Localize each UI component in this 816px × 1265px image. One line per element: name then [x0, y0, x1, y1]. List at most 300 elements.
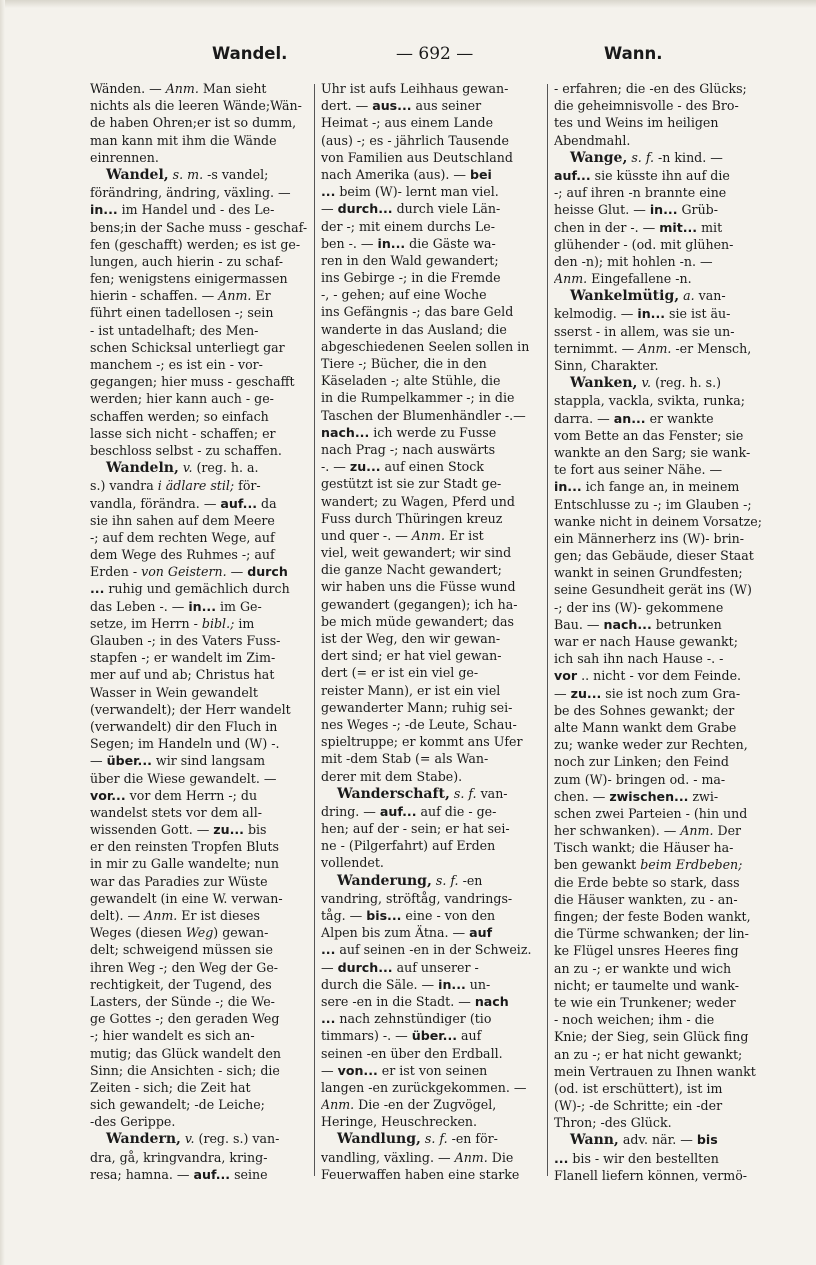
- text-line: [554, 960, 772, 977]
- scan-left-edge: [0, 0, 5, 1265]
- line-text: Entschlusse zu -; im Glauben -;: [554, 496, 752, 512]
- line-text: ben gewankt: [554, 857, 641, 873]
- scan-top-edge: [0, 0, 816, 8]
- line-text: ich werde zu Fusse: [369, 424, 497, 440]
- text-line: [90, 1010, 308, 1027]
- text-line: [321, 837, 541, 854]
- text-line: [554, 496, 772, 513]
- italic-note: Anm.: [321, 1097, 355, 1113]
- text-line: [321, 355, 541, 372]
- text-line: [90, 442, 308, 459]
- text-line: [321, 1045, 541, 1062]
- text-line: [554, 253, 772, 270]
- entry-headword: Wandel,: [106, 166, 169, 183]
- line-text: dert sind; er hat viel gewan-: [321, 648, 502, 664]
- line-text: —: [321, 201, 338, 217]
- text-line: [321, 235, 541, 252]
- text-line: [554, 581, 772, 598]
- line-text: schaffen werden; so einfach: [90, 408, 269, 424]
- line-text: den -n); mit hohlen -n. —: [554, 253, 713, 269]
- line-text: führt einen tadellosen -; sein: [90, 305, 274, 321]
- text-line: [321, 338, 541, 355]
- line-text: wanderte in das Ausland; die: [321, 321, 507, 337]
- sub-keyword: bei: [469, 166, 492, 182]
- text-line: [321, 510, 541, 527]
- line-text: Abendmahl.: [554, 132, 631, 148]
- text-line: [321, 114, 541, 131]
- line-text: resa; hamna. —: [90, 1166, 194, 1182]
- sub-keyword: durch: [247, 564, 288, 580]
- text-line: [90, 1062, 308, 1079]
- line-text: lungen, auch hierin - zu schaf-: [90, 253, 284, 269]
- line-text: ruhig und gemächlich durch: [104, 581, 290, 597]
- text-line: [321, 785, 541, 803]
- line-text: er den reinsten Tropfen Bluts: [90, 839, 280, 855]
- text-line: [321, 647, 541, 664]
- line-text: die Gäste wa-: [405, 235, 496, 251]
- text-line: [90, 580, 308, 597]
- text-line: [90, 666, 308, 683]
- line-text: auf seinen -en in der Schweiz.: [335, 942, 532, 958]
- line-text: Flanell liefern können, vermö-: [554, 1167, 748, 1183]
- line-text: heisse Glut. —: [554, 202, 650, 218]
- line-text: bis: [243, 822, 267, 838]
- line-text: —: [321, 959, 338, 975]
- italic-note: beim Erdbeben;: [640, 857, 743, 873]
- text-line: [321, 768, 541, 785]
- text-line: [554, 530, 772, 547]
- sub-keyword: ...: [554, 1150, 569, 1166]
- line-text: gestützt ist sie zur Stadt ge-: [321, 476, 502, 492]
- text-line: [90, 873, 308, 890]
- line-text: -des Gerippe.: [90, 1114, 176, 1130]
- italic-note: Anm.: [454, 1149, 488, 1165]
- line-text: stapfen -; er wandelt im Zim-: [90, 650, 276, 666]
- italic-note: s. f.: [424, 1131, 448, 1147]
- text-line: [90, 495, 308, 512]
- line-text: (reg. h. s.): [651, 375, 722, 391]
- line-text: —: [90, 753, 107, 769]
- text-line: [321, 80, 541, 97]
- text-line: [554, 736, 772, 753]
- text-line: [321, 1130, 541, 1148]
- line-text: bis - wir den bestellten: [568, 1150, 719, 1166]
- line-text: Fuss durch Thüringen kreuz: [321, 510, 503, 526]
- text-line: [321, 890, 541, 907]
- text-line: [90, 166, 308, 184]
- line-text: Taschen der Blumenhändler -.—: [321, 407, 526, 423]
- line-text: derer mit dem Stabe).: [321, 768, 463, 784]
- line-text: beschloss selbst - zu schaffen.: [90, 442, 282, 458]
- line-text: sie ist noch zum Gra-: [601, 685, 741, 701]
- line-text: an zu -; er hat nicht gewankt;: [554, 1046, 743, 1062]
- line-text: - ist untadelhaft; des Men-: [90, 322, 259, 338]
- text-line: [554, 340, 772, 357]
- line-text: die geheimnisvolle - des Bro-: [554, 98, 739, 114]
- line-text: -en för-: [447, 1131, 498, 1147]
- column-1: [90, 80, 308, 1183]
- text-line: [321, 1079, 541, 1096]
- line-text: mer auf und ab; Christus hat: [90, 667, 275, 683]
- line-text: die ganze Nacht gewandert;: [321, 562, 502, 578]
- line-text: zwi-: [688, 788, 719, 804]
- line-text: schen zwei Parteien - (hin und: [554, 805, 748, 821]
- text-line: [90, 114, 308, 131]
- italic-note: v.: [182, 460, 193, 476]
- line-text: auf unserer -: [392, 959, 479, 975]
- text-line: [90, 1130, 308, 1148]
- sub-keyword: in...: [554, 479, 582, 495]
- line-text: nichts als die leeren Wände;Wän-: [90, 98, 302, 114]
- line-text: (aus) -; es - jährlich Tausende: [321, 132, 509, 148]
- line-text: glühender - (od. mit glühen-: [554, 236, 734, 252]
- line-text: dert (= er ist ein viel ge-: [321, 665, 479, 681]
- line-text: durch die Säle. —: [321, 976, 439, 992]
- italic-note: Anm.: [680, 823, 714, 839]
- line-text: reister Mann), er ist ein viel: [321, 682, 501, 698]
- text-line: [90, 1113, 308, 1130]
- line-text: de haben Ohren;er ist so dumm,: [90, 115, 297, 131]
- line-text: mein Vertrauen zu Ihnen wankt: [554, 1063, 756, 1079]
- text-line: [90, 924, 308, 941]
- line-text: Sinn, Charakter.: [554, 358, 659, 373]
- text-line: [554, 167, 772, 184]
- text-line: [554, 667, 772, 684]
- line-text: war das Paradies zur Wüste: [90, 873, 268, 889]
- text-line: [90, 821, 308, 838]
- line-text: (verwandelt); der Herr wandelt: [90, 701, 291, 717]
- line-text: —: [226, 564, 248, 580]
- line-text: -. —: [321, 459, 350, 475]
- entry-headword: Wanderschaft,: [337, 785, 450, 802]
- line-text: war er nach Hause gewankt;: [554, 634, 738, 649]
- text-line: [90, 787, 308, 804]
- text-line: [554, 753, 772, 770]
- text-line: [554, 839, 772, 856]
- line-text: sie küsste ihn auf die: [590, 167, 730, 183]
- line-text: Lasters, der Sünde -; die We-: [90, 993, 275, 1009]
- line-text: wir haben uns die Füsse wund: [321, 579, 516, 595]
- line-text: nach Amerika (aus). —: [321, 166, 470, 182]
- line-text: Sinn; die Ansichten - sich; die: [90, 1062, 280, 1078]
- text-line: [554, 132, 772, 149]
- italic-note: Anm.: [554, 271, 588, 287]
- line-text: und quer -. —: [321, 527, 412, 543]
- text-line: [321, 596, 541, 613]
- text-line: [321, 733, 541, 750]
- line-text: nach Prag -; nach auswärts: [321, 441, 496, 457]
- line-text: Eingefallene -n.: [587, 271, 692, 287]
- text-line: [321, 1010, 541, 1027]
- text-line: [321, 286, 541, 303]
- sub-keyword: in...: [649, 202, 678, 218]
- text-line: [90, 322, 308, 339]
- text-line: [321, 993, 541, 1010]
- text-line: [554, 908, 772, 925]
- text-line: [554, 1114, 772, 1131]
- text-line: [321, 475, 541, 492]
- line-text: sie ihn sahen auf dem Meere: [90, 512, 275, 528]
- text-line: [554, 650, 772, 667]
- text-line: [554, 616, 772, 633]
- line-text: ins Gebirge -; in die Fremde: [321, 270, 501, 286]
- line-text: vandla, förändra. —: [90, 495, 221, 511]
- line-text: chen in der -. —: [554, 219, 660, 235]
- line-text: zu; wanke weder zur Rechten,: [554, 737, 748, 753]
- line-text: manchem -; es ist ein - vor-: [90, 357, 263, 372]
- italic-note: s. f.: [631, 149, 655, 165]
- line-text: werden; hier kann auch - ge-: [90, 391, 274, 407]
- line-text: delt). —: [90, 908, 145, 923]
- line-text: Wänden. —: [90, 81, 166, 96]
- line-text: sich gewandelt; -de Leiche;: [90, 1097, 265, 1113]
- line-text: nicht; er taumelte und wank-: [554, 977, 740, 993]
- line-text: spieltruppe; er kommt ans Ufer: [321, 734, 523, 750]
- text-line: [554, 1046, 772, 1063]
- entry-headword: Wange,: [570, 149, 628, 166]
- line-text: beim (W)- lernt man viel.: [335, 184, 499, 200]
- text-line: [554, 702, 772, 719]
- line-text: te wie ein Trunkener; weder: [554, 994, 736, 1010]
- line-text: wanke nicht in deinem Vorsatze;: [554, 513, 762, 529]
- line-text: -s vandel;: [203, 166, 269, 182]
- text-line: [554, 287, 772, 305]
- sub-keyword: in...: [188, 598, 216, 614]
- sub-keyword: zwischen...: [609, 788, 689, 804]
- line-text: -, - gehen; auf eine Woche: [321, 287, 487, 303]
- line-text: dra, gå, kringvandra, kring-: [90, 1149, 268, 1165]
- line-text: an zu -; er wankte und wich: [554, 960, 732, 976]
- text-line: [321, 750, 541, 767]
- line-text: van-: [476, 785, 508, 801]
- line-text: tåg. —: [321, 908, 367, 923]
- text-line: [90, 718, 308, 735]
- italic-note: v.: [184, 1131, 195, 1147]
- sub-keyword: über...: [411, 1028, 458, 1044]
- text-line: [321, 820, 541, 837]
- text-line: [321, 613, 541, 630]
- line-text: die Türme schwanken; der lin-: [554, 926, 749, 942]
- text-line: [321, 218, 541, 235]
- line-text: durch viele Län-: [392, 201, 501, 217]
- line-text: mit: [697, 219, 723, 235]
- line-text: chen. —: [554, 788, 610, 804]
- line-text: sie ist äu-: [665, 306, 731, 322]
- text-line: [90, 959, 308, 976]
- line-text: rechtigkeit, der Tugend, des: [90, 976, 272, 992]
- column-rule-left: [314, 84, 315, 1176]
- text-line: [321, 424, 541, 441]
- text-line: [554, 856, 772, 873]
- text-line: [90, 1096, 308, 1113]
- text-line: [90, 425, 308, 442]
- line-text: vandring, ströftåg, vandrings-: [321, 890, 513, 906]
- line-text: -n kind. —: [654, 149, 723, 165]
- line-text: ich sah ihn nach Hause -. -: [554, 651, 724, 667]
- text-line: [90, 907, 308, 924]
- text-line: [90, 529, 308, 546]
- line-text: hierin - schaffen. —: [90, 288, 219, 304]
- sub-keyword: zu...: [349, 459, 381, 475]
- text-line: [90, 184, 308, 201]
- line-text: mit -dem Stab (= als Wan-: [321, 751, 489, 767]
- italic-note: Anm.: [638, 340, 672, 356]
- italic-note: a.: [683, 288, 695, 304]
- text-line: [554, 444, 772, 461]
- line-text: von Familien aus Deutschland: [321, 149, 513, 165]
- entry-headword: Wanken,: [570, 375, 638, 392]
- sub-keyword: vor...: [90, 787, 126, 803]
- text-line: [321, 303, 541, 320]
- line-text: gewandert (gegangen); ich ha-: [321, 596, 518, 612]
- sub-keyword: mit...: [659, 219, 698, 235]
- text-line: [90, 804, 308, 821]
- line-text: be mich müde gewandert; das: [321, 613, 515, 629]
- line-text: auf: [457, 1028, 482, 1044]
- text-line: [321, 97, 541, 114]
- column-2: [321, 80, 541, 1183]
- line-text: Heimat -; aus einem Lande: [321, 115, 494, 131]
- text-line: [554, 270, 772, 287]
- text-line: [554, 891, 772, 908]
- line-text: fingen; der feste Boden wankt,: [554, 909, 751, 924]
- text-line: [554, 357, 772, 374]
- sub-keyword: in...: [438, 976, 466, 992]
- italic-note: s. f.: [453, 785, 477, 801]
- line-text: mutig; das Glück wandelt den: [90, 1045, 282, 1061]
- line-text: Die -en der Zugvögel,: [354, 1097, 497, 1113]
- text-line: [90, 598, 308, 615]
- line-text: ein Männerherz ins (W)- brin-: [554, 530, 745, 546]
- italic-note: s. f.: [435, 872, 459, 888]
- line-text: ben -. —: [321, 235, 378, 251]
- text-line: [321, 200, 541, 217]
- header-first-entry: Wandel.: [212, 44, 288, 63]
- sub-keyword: durch...: [337, 959, 393, 975]
- sub-keyword: in...: [377, 235, 406, 251]
- sub-keyword: auf...: [220, 495, 258, 511]
- line-text: Glauben -; in des Vaters Fuss-: [90, 633, 281, 648]
- text-line: [554, 478, 772, 495]
- line-text: ke Flügel unsres Heeres fing: [554, 943, 739, 959]
- line-text: gen; das Gebäude, dieser Staat: [554, 548, 754, 564]
- italic-note: Anm.: [144, 908, 178, 923]
- line-text: (od. ist erschüttert), ist im: [554, 1080, 723, 1096]
- line-text: (reg. h. a.: [192, 460, 259, 476]
- text-line: [554, 1011, 772, 1028]
- text-line: [90, 219, 308, 236]
- line-text: (W)-; -de Schritte; ein -der: [554, 1098, 723, 1114]
- line-text: stappla, vackla, svikta, runka;: [554, 393, 745, 409]
- text-line: [90, 477, 308, 494]
- line-text: sere -en in die Stadt. —: [321, 993, 475, 1009]
- sub-keyword: nach: [474, 993, 509, 1009]
- line-text: nes Weges -; -de Leute, Schau-: [321, 716, 517, 732]
- line-text: s.) vandra: [90, 478, 158, 494]
- entry-headword: Wankelmütig,: [570, 288, 680, 305]
- line-text: Heringe, Heuschrecken.: [321, 1114, 478, 1130]
- line-text: einrennen.: [90, 149, 159, 165]
- sub-keyword: an...: [613, 410, 646, 426]
- line-text: gewanderter Mann; ruhig sei-: [321, 699, 513, 715]
- line-text: .. nicht - vor dem Feinde.: [577, 668, 742, 684]
- line-text: nach zehnstündiger (tio: [335, 1011, 492, 1027]
- sub-keyword: nach...: [321, 424, 370, 440]
- line-text: seine Gesundheit gerät ins (W): [554, 582, 752, 598]
- italic-note: Anm.: [165, 81, 199, 96]
- line-text: fen (geschafft) werden; es ist ge-: [90, 236, 301, 252]
- line-text: wandert; zu Wagen, Pferd und: [321, 493, 515, 509]
- text-line: [90, 1027, 308, 1044]
- line-text: adv. när. —: [618, 1132, 697, 1148]
- text-line: [90, 649, 308, 666]
- sub-keyword: ...: [90, 581, 105, 597]
- text-line: [321, 1096, 541, 1113]
- text-line: [90, 615, 308, 632]
- text-line: [321, 458, 541, 475]
- line-text: Man sieht: [198, 81, 267, 96]
- sub-keyword: ...: [321, 184, 336, 200]
- sub-keyword: ...: [321, 1011, 336, 1027]
- line-text: gewandelt (in eine W. verwan-: [90, 890, 283, 906]
- text-line: [554, 1131, 772, 1149]
- line-text: Er ist: [444, 527, 484, 543]
- text-line: [554, 97, 772, 114]
- line-text: er wankte: [645, 410, 714, 426]
- text-line: [321, 682, 541, 699]
- line-text: im: [234, 615, 255, 631]
- line-text: -; hier wandelt es sich an-: [90, 1028, 255, 1044]
- line-text: Weges (diesen: [90, 925, 186, 941]
- sub-keyword: nach...: [603, 616, 652, 632]
- line-text: auf einen Stock: [380, 459, 484, 475]
- line-text: Er: [251, 288, 271, 304]
- text-line: [321, 441, 541, 458]
- text-line: [554, 547, 772, 564]
- text-line: [90, 993, 308, 1010]
- text-line: [90, 890, 308, 907]
- text-line: [321, 132, 541, 149]
- line-text: (verwandelt) dir den Fluch in: [90, 718, 278, 734]
- text-line: [554, 149, 772, 167]
- sub-keyword: bis...: [366, 908, 402, 923]
- text-line: [90, 512, 308, 529]
- column-3: [554, 80, 772, 1184]
- line-text: ge Gottes -; den geraden Weg: [90, 1011, 280, 1027]
- line-text: über die Wiese gewandelt. —: [90, 770, 277, 786]
- sub-keyword: in...: [637, 306, 666, 322]
- sub-keyword: auf...: [379, 803, 417, 819]
- line-text: Die: [487, 1149, 514, 1165]
- line-text: gegangen; hier muss - geschafft: [90, 374, 295, 390]
- text-line: [321, 544, 541, 561]
- line-text: ist der Weg, den wir gewan-: [321, 631, 501, 646]
- sub-keyword: zu...: [570, 685, 602, 701]
- text-line: [321, 527, 541, 544]
- line-text: wissenden Gott. —: [90, 822, 214, 838]
- line-text: im Ge-: [215, 598, 262, 614]
- text-line: [321, 699, 541, 716]
- text-line: [554, 219, 772, 236]
- line-text: dring. —: [321, 803, 380, 819]
- text-line: [321, 321, 541, 338]
- text-line: [90, 752, 308, 769]
- text-line: [554, 788, 772, 805]
- text-line: [321, 630, 541, 647]
- line-text: Tiere -; Bücher, die in den: [321, 356, 487, 371]
- text-line: [321, 803, 541, 820]
- column-rule-right: [547, 84, 548, 1176]
